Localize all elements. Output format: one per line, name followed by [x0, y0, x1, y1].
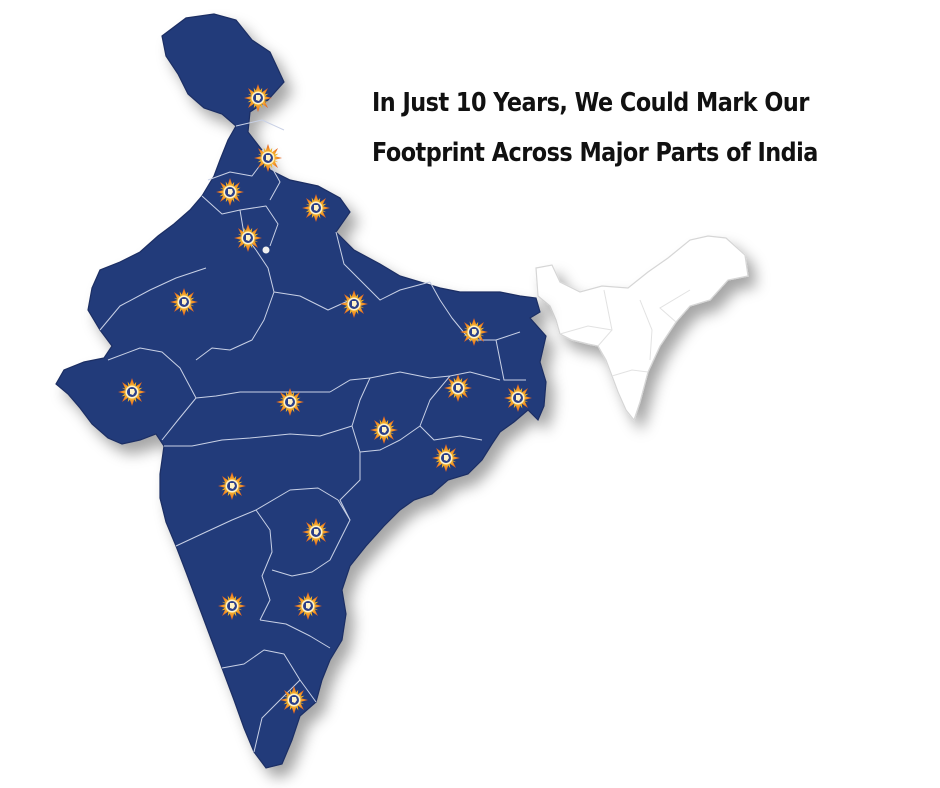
- headline: [372, 78, 836, 178]
- delhi-marker: [263, 247, 270, 254]
- headline-line-1: In Just 10 Years, We Could Mark Our: [372, 88, 809, 118]
- headline-line-2: Footprint Across Major Parts of India: [372, 138, 818, 168]
- northeast-region: [536, 236, 748, 420]
